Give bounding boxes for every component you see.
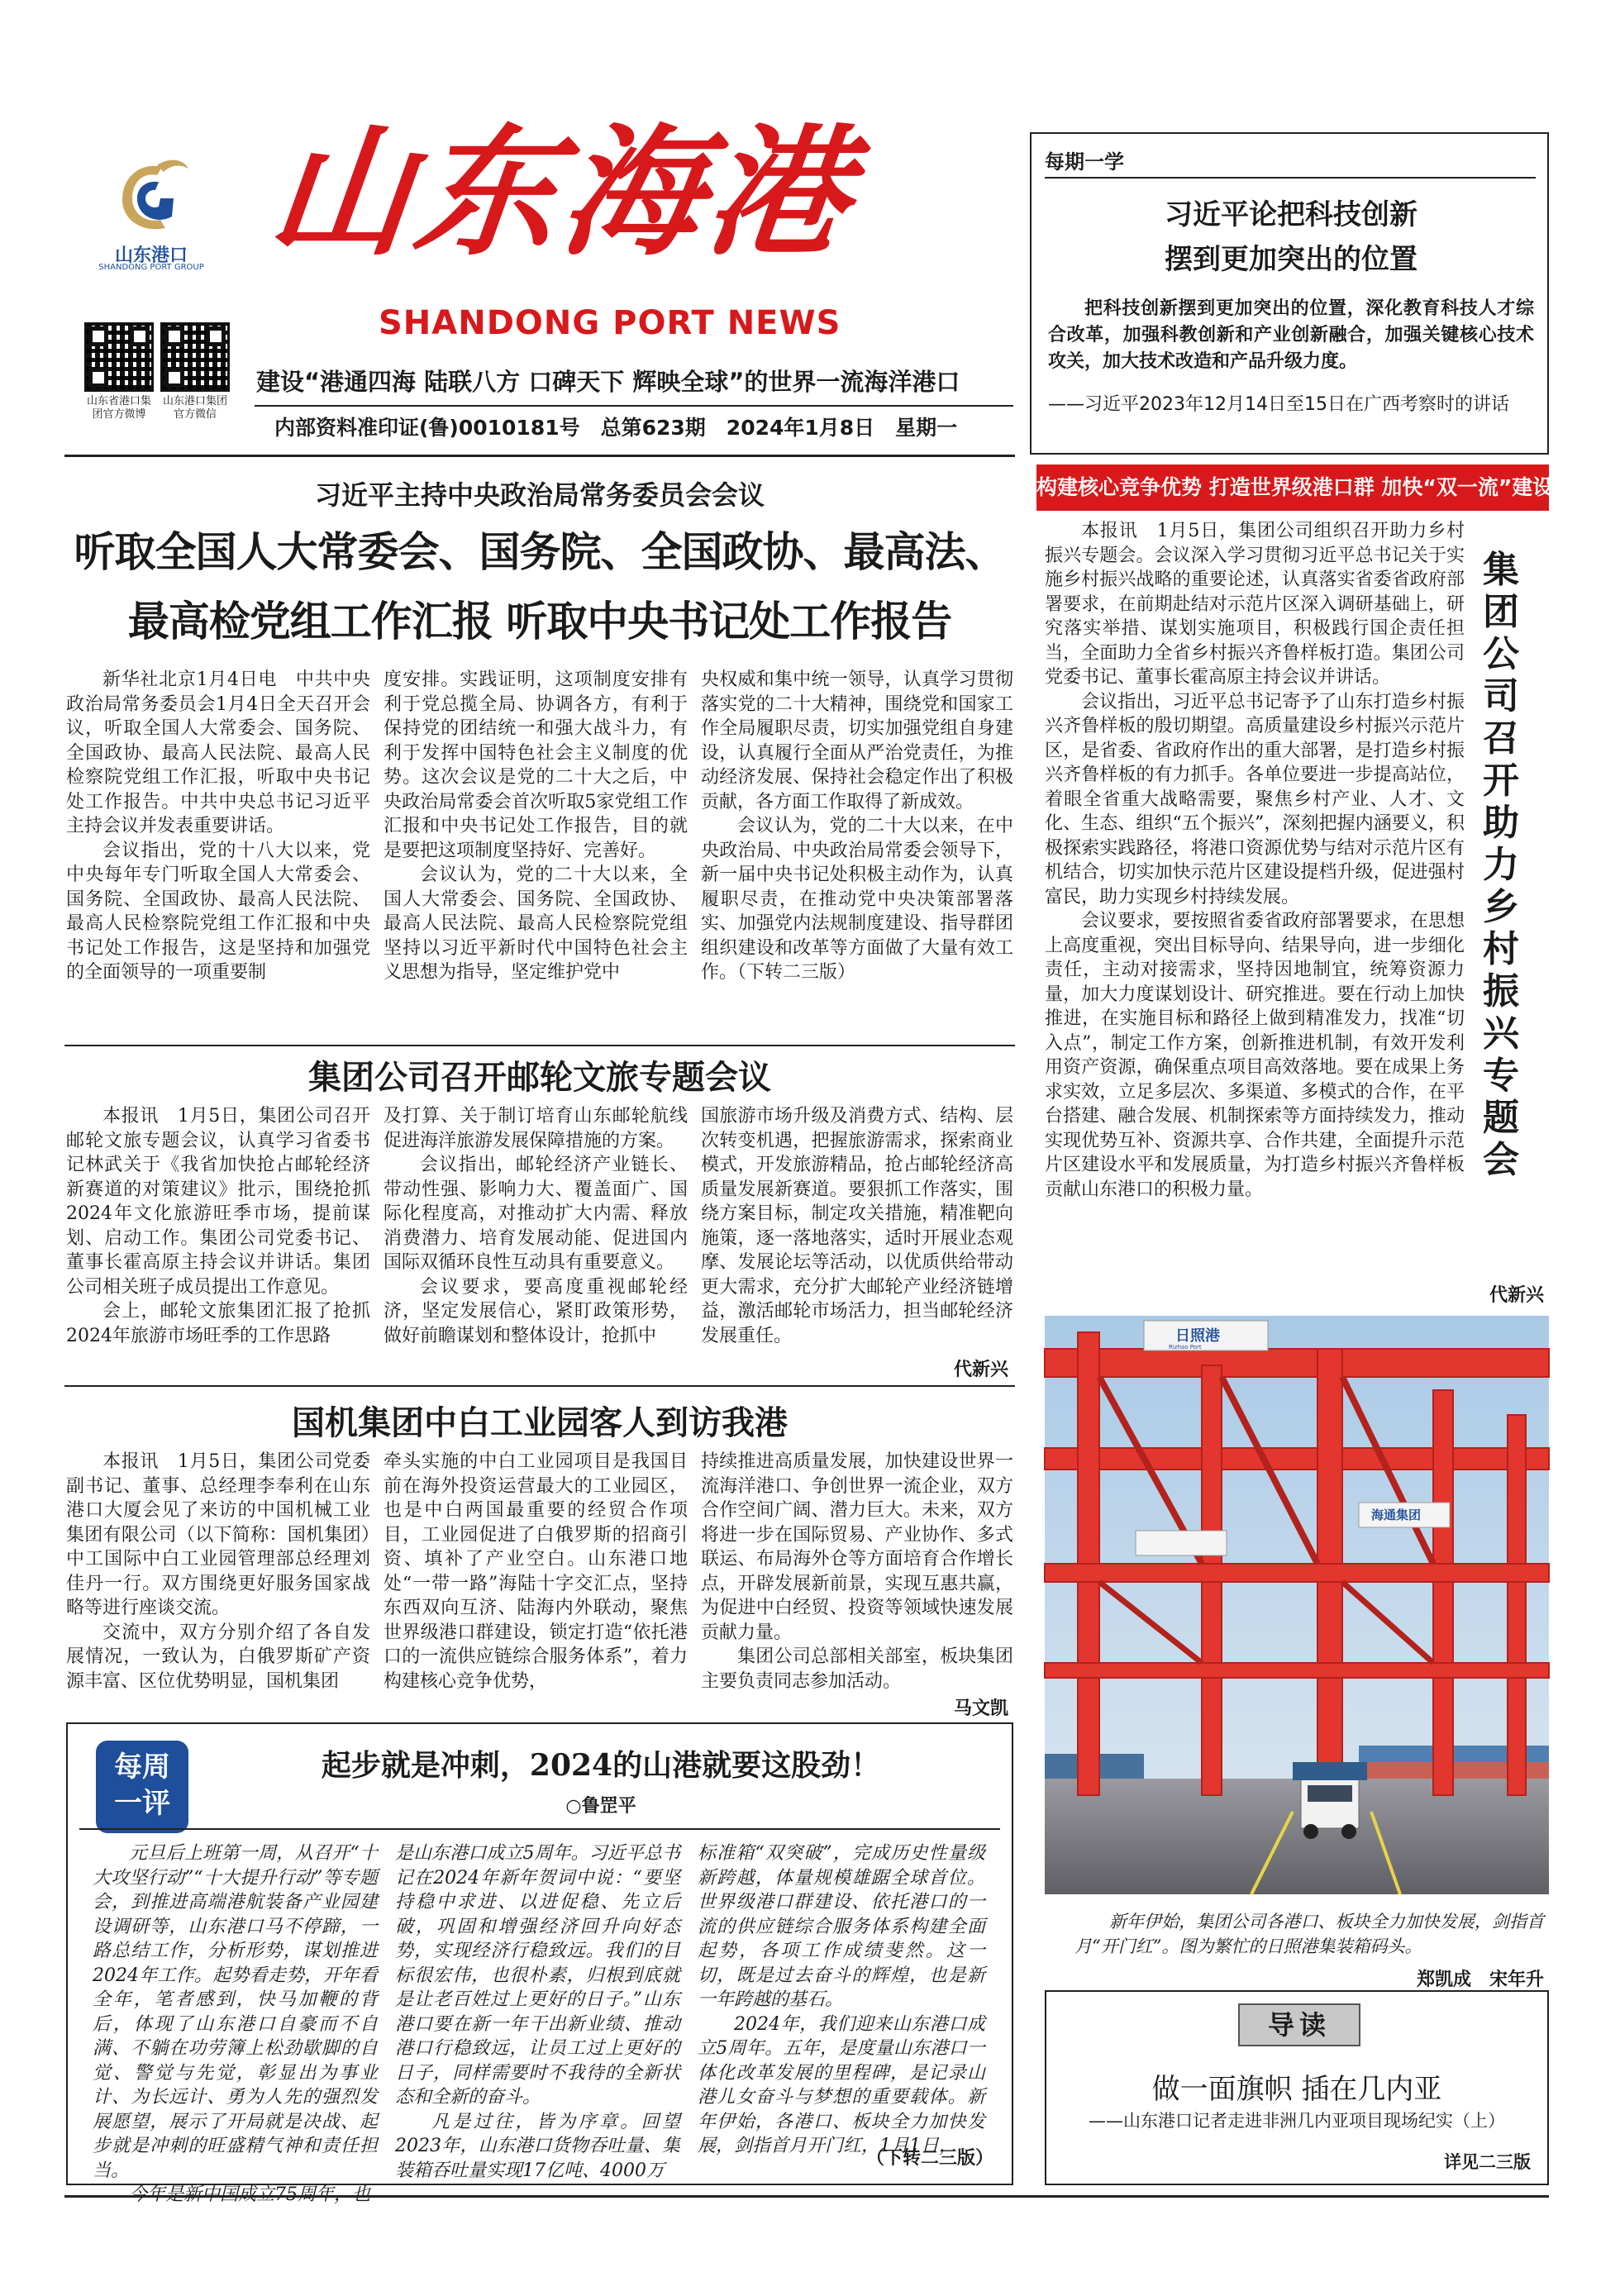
lead-para: 央权威和集中统一领导，认真学习贯彻落实党的二十大精神，围绕党和国家工作全局履职尽责，切实加强党组自身建设，认真履行全面从严治党责任，为推动经济发展、保持社会稳定作出了积极贡献，各方面工作取得了新成效。 <box>701 669 1013 812</box>
masthead-bottom-rule <box>64 455 1015 457</box>
sinomach-para: 本报讯 1月5日，集团公司党委副书记、董事、总经理李奉利在山东港口大厦会见了来访的中国机械工业集团有限公司（以下简称：国机集团）中工国际中白工业园管理部总经理刘佳丹一行。双方围绕更好服务国家战略等进行座谈交流。 <box>66 1451 370 1618</box>
cruise-author: 代新兴 <box>953 1360 1008 1380</box>
page-bottom-rule <box>64 2195 1549 2198</box>
side-para: 本报讯 1月5日，集团公司组织召开助力乡村振兴专题会。会议深入学习贯彻习近平总书记关于实施乡村振兴战略的重要论述，认真落实省委省政府部署要求，在前期赴结对示范片区深入调研基础上，研究落实举措、谋划实施项目，积极践行国企责任担当，全面助力全省乡村振兴齐鲁样板打造。集团公司党委书记、董事长霍高原主持会议并讲话。 <box>1045 521 1465 688</box>
sinomach-para: 牵头实施的中白工业园项目是我国目前在海外投资运营最大的工业园区，也是中白两国最重要的经贸合作项目，工业园促进了白俄罗斯的招商引资、填补了产业空白。山东港口地处“一带一路”海陆十字交汇点，坚持东西双向互济、陆海内外联动，聚焦世界级港口群建设，锁定打造“依托港口的一流供应链综合服务体系”，着力构建核心竞争优势， <box>384 1451 688 1692</box>
red-banner: 构建核心竞争优势 打造世界级港口群 加快“双一流”建设 <box>1036 464 1549 511</box>
lead-col-3 <box>701 668 1013 1041</box>
sinomach-para: 交流中，双方分别介绍了各自发展情况，一致认为，白俄罗斯矿产资源丰富、区位优势明显，国机集团 <box>66 1622 370 1692</box>
commentary-continued: （下转二三版） <box>865 2148 993 2169</box>
cruise-para: 会议要求，要高度重视邮轮经济，坚定发展信心，紧盯政策形势，做好前瞻谋划和整体设计，抢抓中 <box>384 1276 688 1346</box>
weekly-study-title-1: 习近平论把科技创新 <box>1165 198 1418 231</box>
guide-subtitle: ——山东港口记者走进非洲几内亚项目现场纪实（上） <box>1089 2111 1505 2131</box>
lead-para: 会议认为，党的二十大以来，在中央政治局、中央政治局常委会领导下，新一届中央书记处积极主动作为，认真履职尽责，在推动党中央决策部署落实、加强党内法规制度建设、指导群团组织建设和改革等方面做了大量有效工作。（下转二三版） <box>701 816 1013 983</box>
commentary-para: 2024年，我们迎来山东港口成立5周年。五年，是度量山东港口一体化改革发展的里程碑，是记录山港儿女奋斗与梦想的重要载体。新年伊始，各港口、板块全力加快发展，剑指首月开门红，1月1日， <box>698 2013 985 2156</box>
side-author: 代新兴 <box>1489 1285 1544 1306</box>
lead-col-2 <box>384 668 688 1041</box>
cruise-para: 及打算、关于制订培育山东邮轮航线促进海洋旅游发展保障措施的方案。 <box>384 1106 688 1151</box>
sinomach-para: 持续推进高质量发展，加快建设世界一流海洋港口、争创世界一流企业，双方合作空间广阔、潜力巨大。未来，双方将进一步在国际贸易、产业协作、多式联运、布局海外仓等方面培育合作增长点，开辟发展新前景，实现互惠共赢，为促进中白经贸、投资等领域快速发展贡献力量。 <box>701 1451 1013 1643</box>
commentary-para: 凡是过往，皆为序章。回望2023年，山东港口货物吞吐量、集装箱吞吐量实现17亿吨、4000万 <box>395 2111 680 2181</box>
weekly-study-label: 每期一学 <box>1045 150 1124 174</box>
cruise-para: 国旅游市场升级及消费方式、结构、层次转变机遇，把握旅游需求，探索商业模式，开发旅游精品，抢占邮轮经济高质量发展新赛道。要狠抓工作落实，围绕方案目标，制定攻关措施，精准靶向施策，逐一落地落实，适时开展业态观摩、发展论坛等活动，以优质供给带动更大需求，充分扩大邮轮产业经济链增益，激活邮轮市场活力，担当邮轮经济发展重任。 <box>701 1106 1013 1346</box>
cruise-col-2 <box>384 1104 688 1377</box>
cruise-para: 会议指出，邮轮经济产业链长、带动性强、影响力大、覆盖面广、国际化程度高，对推动扩大内需、释放消费潜力、培育发展动能、促进国内国际双循环良性互动具有重要意义。 <box>384 1155 688 1273</box>
commentary-box <box>66 1722 1013 2185</box>
commentary-headline: 起步就是冲刺，2024的山港就要这股劲！ <box>321 1748 881 1783</box>
crane-sign-2: 海通集团 <box>1371 1508 1422 1522</box>
commentary-para: 元旦后上班第一周，从召开“十大攻坚行动”“十大提升行动”等专题会，到推进高端港航装备产业园建设调研等，山东港口马不停蹄，一路总结工作，分析形势，谋划推进2024年工作。起势看走势，开年看全年，笔者感到，快马加鞭的背后，体现了山东港口自豪而不自满、不躺在功劳簿上松劲歇脚的自觉、警觉与先觉，彰显出为事业计、为长远计、勇为人先的强烈发展愿望，展示了开局就是决战、起步就是冲刺的旺盛精气神和责任担当。 <box>93 1843 378 2181</box>
commentary-author: ○鲁罡平 <box>565 1796 636 1817</box>
weekly-study-title-2: 摆到更加突出的位置 <box>1165 243 1418 276</box>
side-para: 会议要求，要按照省委省政府部署要求，在思想上高度重视，突出目标导向、结果导向，进一步细化责任，主动对接需求，坚持因地制宜，统筹资源力量，加大力度谋划设计、研究推进。要在行动上加快推进，在实施目标和路径上做到精准发力，找准“切入点”，制定工作方案，创新推进机制，有效开发利用资产资源，确保重点项目高效落地。要在成果上务求实效，立足多层次、多渠道、多模式的合作，在平台搭建、融合发展、机制探索等方面持续发力，推动实现优势互补、资源共享、合作共建，全面提升示范片区建设水平和发展质量，为打造乡村振兴齐鲁样板贡献山东港口的积极力量。 <box>1045 911 1465 1200</box>
cruise-col-1 <box>66 1104 370 1377</box>
photo-credit: 郑凯成 宋年升 <box>1416 1970 1544 1990</box>
commentary-para: 是山东港口成立5周年。习近平总书记在2024年新年贺词中说：“要坚持稳中求进、以进促稳、先立后破，巩固和增强经济回升向好态势，实现经济行稳致远。我们的目标很宏伟，也很朴素，归根到底就是让老百姓过上更好的日子。”山东港口要在新一年干出新业绩、推动港口行稳致远，让员工过上更好的日子，同样需要时不我待的全新状态和全新的奋斗。 <box>395 1843 680 2108</box>
guide-more[interactable]: 详见二三版 <box>1444 2152 1531 2172</box>
badge-line-1: 每周 <box>114 1751 170 1784</box>
commentary-col-3 <box>698 1841 985 2156</box>
masthead-title-en: SHANDONG PORT NEWS <box>379 304 841 342</box>
qr2-caption: 山东港口集团官方微信 <box>162 395 227 421</box>
lead-col-1 <box>66 668 370 1041</box>
logo-caption-cn: 山东港口 <box>114 245 188 266</box>
lead-headline-2: 最高检党组工作汇报 听取中央书记处工作报告 <box>127 597 952 645</box>
side-headline: 集团公司召开助力乡村振兴专题会 <box>1483 549 1519 1181</box>
crane-sign: 日照港 <box>1175 1327 1220 1345</box>
cruise-bottom-rule <box>64 1385 1015 1387</box>
sinomach-col-3 <box>701 1450 1013 1698</box>
logo-caption-en: SHANDONG PORT GROUP <box>98 263 204 272</box>
lead-bottom-rule <box>64 1045 1015 1046</box>
container-cranes-image <box>1045 1316 1549 1894</box>
weekly-study-divider <box>1045 177 1536 179</box>
qr1-caption: 山东省港口集团官方微博 <box>86 395 151 421</box>
crane-sign-en: Rizhao Port <box>1169 1344 1202 1350</box>
sinomach-headline: 国机集团中白工业园客人到访我港 <box>292 1403 788 1442</box>
commentary-col-2 <box>395 1841 680 2181</box>
weekly-study-source: ——习近平2023年12月14日至15日在广西考察时的讲话 <box>1048 394 1509 415</box>
masthead <box>64 64 1017 445</box>
lead-para: 度安排。实践证明，这项制度安排有利于党总揽全局、协调各方，有利于保持党的团结统一和强大战斗力，有利于发挥中国特色社会主义制度的优势。这次会议是党的二十大之后，中央政治局常委会首次听取5家党组工作汇报和中央书记处工作报告，目的就是要把这项制度坚持好、完善好。 <box>384 669 688 861</box>
cruise-headline: 集团公司召开邮轮文旅专题会议 <box>308 1058 771 1097</box>
sinomach-para: 集团公司总部相关部室，板块集团主要负责同志参加活动。 <box>701 1646 1013 1692</box>
weekly-study-body: 把科技创新摆到更加突出的位置，深化教育科技人才综合改革，加强科教创新和产业创新融合，加强关键核心技术攻关，加大技术改造和产品升级力度。 <box>1048 298 1534 372</box>
masthead-slogan: 建设“港通四海 陆联八方 口碑天下 辉映全球”的世界一流海洋港口 <box>256 368 960 396</box>
masthead-divider <box>255 405 1013 407</box>
commentary-col-1 <box>93 1841 378 2181</box>
weekly-study-box <box>1030 132 1549 455</box>
lead-para: 会议指出，党的十八大以来，党中央每年专门听取全国人大常委会、国务院、全国政协、最高人民法院、最高人民检察院党组工作汇报和中央书记处工作报告，这是坚持和加强党的全面领导的一项重要制 <box>66 840 370 983</box>
cruise-col-3 <box>701 1104 1013 1352</box>
guide-title: 做一面旗帜 插在几内亚 <box>1151 2073 1442 2106</box>
photo-caption: 新年伊始，集团公司各港口、板块全力加快发展，剑指首月“开门红”。图为繁忙的日照港集装箱码头。 <box>1074 1912 1544 1956</box>
sinomach-col-2 <box>384 1450 688 1722</box>
commentary-divider <box>79 1828 1000 1830</box>
weibo-qr-code[interactable] <box>84 322 154 392</box>
sinomach-col-1 <box>66 1450 370 1722</box>
masthead-title: 山东海港 <box>262 110 862 275</box>
badge-line-2: 一评 <box>114 1787 170 1820</box>
sinomach-author: 马文凯 <box>953 1698 1008 1719</box>
lead-kicker: 习近平主持中央政治局常务委员会会议 <box>314 479 765 511</box>
lead-para: 会议认为，党的二十大以来，全国人大常委会、国务院、全国政协、最高人民法院、最高人民检察院党组坚持以习近平新时代中国特色社会主义思想为指导，坚定维护党中 <box>384 865 688 983</box>
lead-para: 新华社北京1月4日电 中共中央政治局常务委员会1月4日全天召开会议，听取全国人大常委会、国务院、全国政协、最高人民法院、最高人民检察院党组工作汇报，听取中央书记处工作报告。中共中央总书记习近平主持会议并发表重要讲话。 <box>66 669 370 836</box>
issue-info: 内部资料准印证(鲁)0010181号 总第623期 2024年1月8日 星期一 <box>274 416 958 440</box>
commentary-badge <box>96 1741 188 1833</box>
port-photo <box>1045 1316 1549 1894</box>
wechat-qr-code[interactable] <box>160 322 230 392</box>
guide-label: 导读 <box>1238 2003 1360 2046</box>
guide-box[interactable] <box>1045 1990 1549 2185</box>
shandong-port-logo-icon <box>107 150 193 236</box>
lead-headline-1: 听取全国人大常委会、国务院、全国政协、最高法、 <box>74 527 1006 576</box>
side-para: 会议指出，习近平总书记寄予了山东打造乡村振兴齐鲁样板的殷切期望。高质量建设乡村振兴示范片区，是省委、省政府作出的重大部署，是打造乡村振兴齐鲁样板的有力抓手。各单位要进一步提高站位，着眼全省重大战略需要，聚焦乡村产业、人才、文化、生态、组织“五个振兴”，深刻把握内涵要义，积极探索实践路径，将港口资源优势与结对示范片区有机结合，切实加快示范片区建设提档升级，促进强村富民，助力实现乡村持续发展。 <box>1045 691 1465 907</box>
cruise-para: 会上，邮轮文旅集团汇报了抢抓2024年旅游市场旺季的工作思路 <box>66 1301 370 1346</box>
cruise-para: 本报讯 1月5日，集团公司召开邮轮文旅专题会议，认真学习省委书记林武关于《我省加快抢占邮轮经济新赛道的对策建议》批示，围绕抢抓2024年文化旅游旺季市场，提前谋划、启动工作。集团公司党委书记、董事长霍高原主持会议并讲话。集团公司相关班子成员提出工作意见。 <box>66 1106 370 1298</box>
side-story-upper <box>1045 519 1465 1222</box>
commentary-para: 标准箱“双突破”，完成历史性量级新跨越，体量规模雄踞全球首位。世界级港口群建设、依托港口的一流的供应链综合服务体系构建全面起势，各项工作成绩斐然。这一切，既是过去奋斗的辉煌，也是新一年跨越的基石。 <box>698 1843 985 2010</box>
